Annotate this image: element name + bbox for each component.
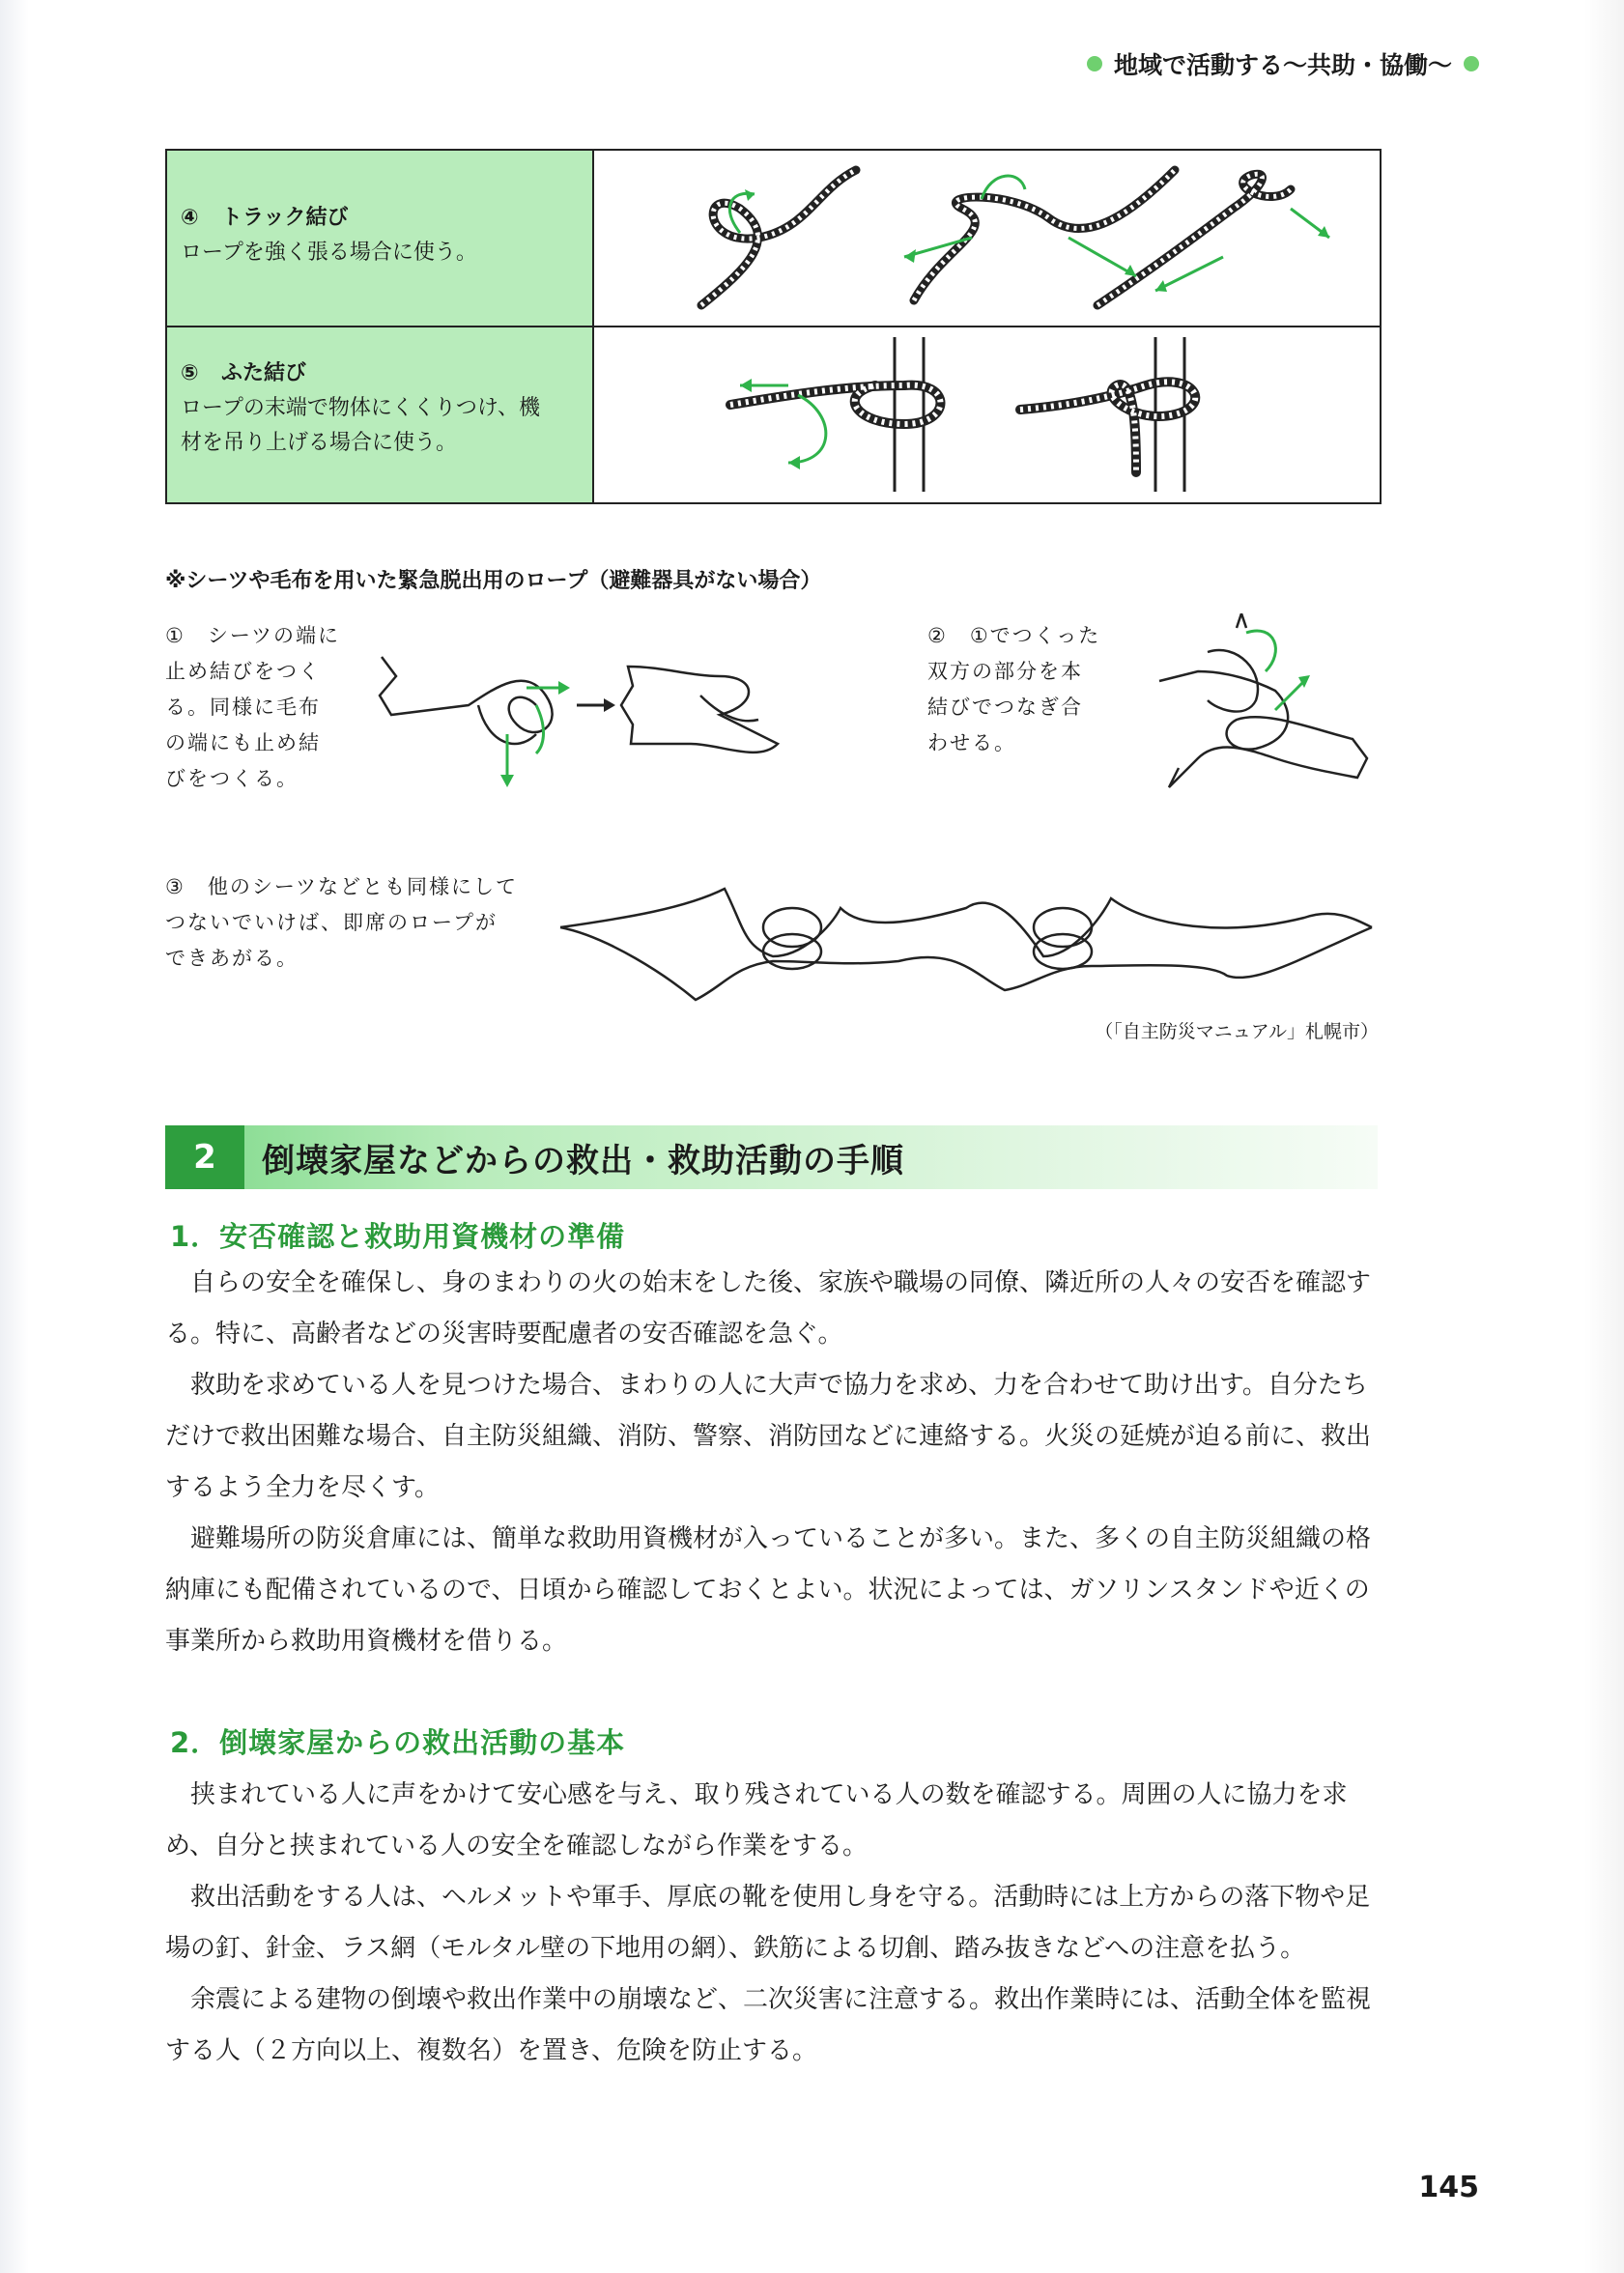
sheet-step-2: ② ①でつくった 双方の部分を本 結びでつなぎ合 わせる。 — [927, 624, 1101, 754]
page-number: 145 — [1418, 2171, 1479, 2204]
knot-number: ④ — [181, 206, 199, 230]
knot-desc-line: ロープの末端で物体にくくりつけ、機 — [181, 396, 541, 420]
knot-description — [167, 327, 594, 502]
knot-number: ⑤ — [181, 361, 199, 385]
subsection-heading-2: 2．倒壊家屋からの救出活動の基本 — [170, 1726, 626, 1759]
running-header-title: 地域で活動する〜共助・協働〜 — [1113, 51, 1452, 79]
knot-name: トラック結び — [221, 206, 349, 230]
section-number: 2 — [165, 1125, 244, 1189]
knot-desc-line: ロープを強く張る場合に使う。 — [181, 241, 477, 265]
knot-name: ふた結び — [221, 361, 307, 385]
knot-desc-line: 材を吊り上げる場合に使う。 — [181, 431, 458, 455]
truck-knot-drawing — [594, 151, 1380, 326]
section-heading-bar — [165, 1125, 1378, 1189]
subsection-heading-1: 1．安否確認と救助用資機材の準備 — [170, 1220, 626, 1253]
section-title: 倒壊家屋などからの救出・救助活動の手順 — [262, 1141, 904, 1180]
paragraph: 挟まれている人に声をかけて安心感を与え、取り残されている人の数を確認する。周囲の人に協力を求め、自分と挟まれている人の安全を確認しながら作業をする。 — [165, 1780, 1348, 1861]
subsection-body-1 — [165, 1258, 1384, 1667]
square-knot-illustration — [1140, 613, 1382, 797]
paragraph: 避難場所の防災倉庫には、簡単な救助用資機材が入っていることが多い。また、多くの自主防災組織の格納庫にも配備されているので、日頃から確認しておくとよい。状況によっては、ガソリンスタンドや近くの事業所から救助用資機材を借りる。 — [165, 1524, 1372, 1656]
bullet-dot-icon — [1464, 56, 1479, 71]
running-header — [1087, 46, 1479, 81]
paragraph: 救助を求めている人を見つけた場合、まわりの人に大声で協力を求め、力を合わせて助け出す。自分たちだけで救出困難な場合、自主防災組織、消防、警察、消防団などに連絡する。火災の延焼が迫る前に、救出するよう全力を尽くす。 — [165, 1371, 1372, 1502]
knot-row-truck — [167, 151, 1380, 327]
knot-description — [167, 151, 594, 326]
truck-knot-illustration — [594, 151, 1380, 326]
bullet-dot-icon — [1087, 56, 1102, 71]
futa-knot-illustration — [594, 327, 1380, 502]
overhand-knot-illustration — [372, 628, 874, 802]
sheet-rope-chain-illustration — [551, 869, 1382, 1005]
paragraph: 自らの安全を確保し、身のまわりの火の始末をした後、家族や職場の同僚、隣近所の人々の安否を確認する。特に、高齢者などの災害時要配慮者の安否確認を急ぐ。 — [165, 1268, 1372, 1349]
source-credit: （「自主防災マニュアル」札幌市） — [1095, 1021, 1379, 1042]
futa-knot-drawing — [594, 327, 1380, 502]
sheet-rope-note: ※シーツや毛布を用いた緊急脱出用のロープ（避難器具がない場合） — [165, 569, 822, 593]
subsection-body-2 — [165, 1770, 1384, 2077]
sheet-step-3: ③ 他のシーツなどとも同様にして つないでいけば、即席のロープが できあがる。 — [165, 875, 518, 970]
sheet-step-1: ① シーツの端に 止め結びをつく る。同様に毛布 の端にも止め結 びをつくる。 — [165, 624, 340, 790]
knot-row-futa — [167, 327, 1380, 502]
knot-table — [165, 149, 1382, 504]
paragraph: 救出活動をする人は、ヘルメットや軍手、厚底の靴を使用し身を守る。活動時には上方からの落下物や足場の釘、針金、ラス網（モルタル壁の下地用の網）、鉄筋による切創、踏み抜きなどへの注意を払う。 — [165, 1883, 1371, 1963]
paragraph: 余震による建物の倒壊や救出作業中の崩壊など、二次災害に注意する。救出作業時には、活動全体を監視する人（２方向以上、複数名）を置き、危険を防止する。 — [165, 1985, 1372, 2065]
